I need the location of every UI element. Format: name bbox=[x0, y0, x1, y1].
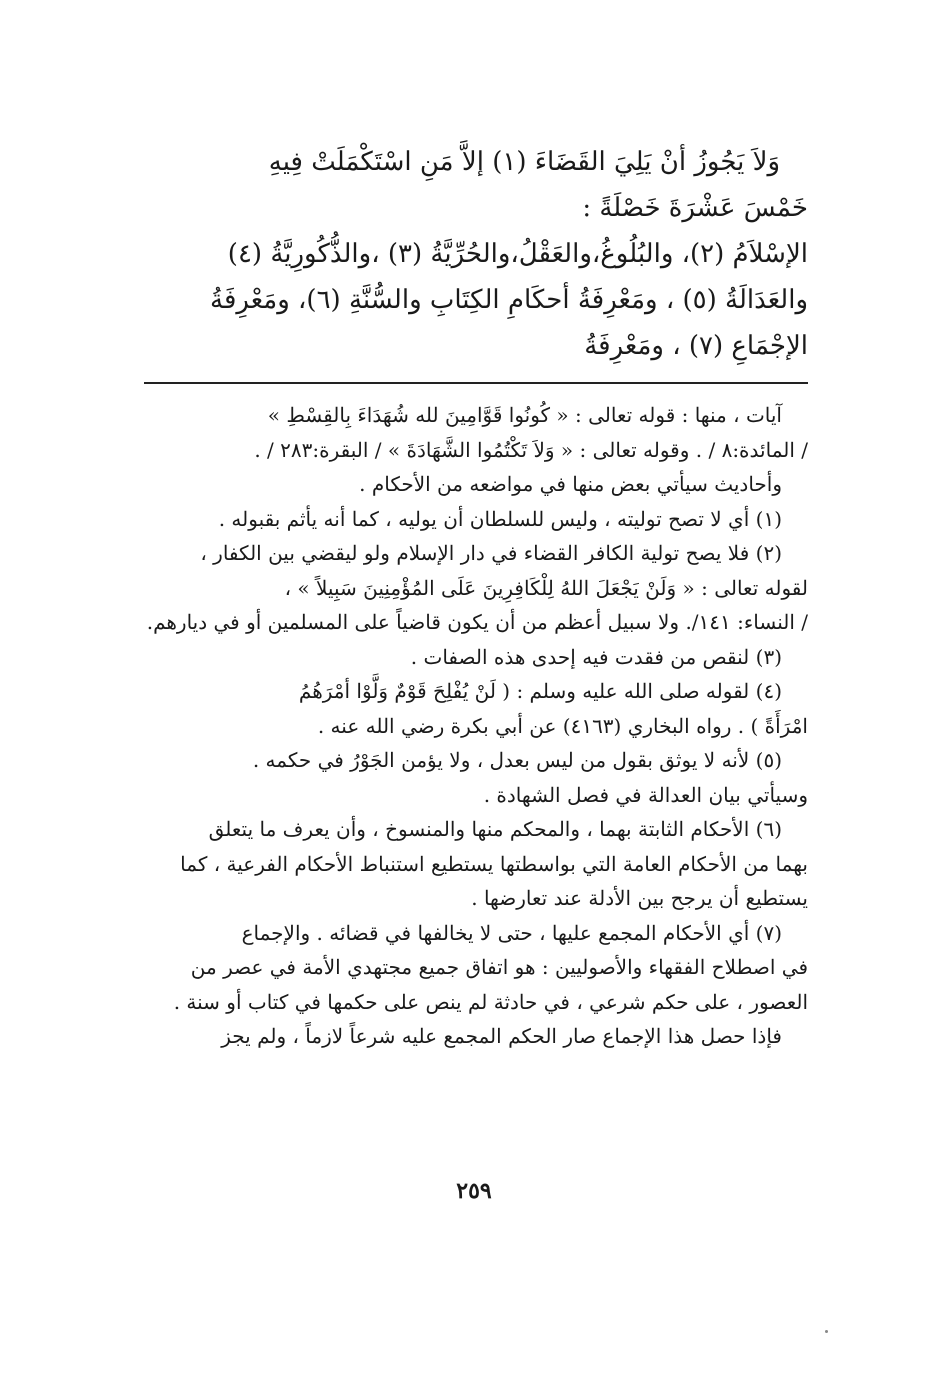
main-line: خَمْسَ عَشْرَةَ خَصْلَةً : bbox=[582, 193, 808, 223]
main-line: الإسْلاَمُ (٢)، والبُلُوغُ،والعَقْلُ،والحُرِّيَّةُ (٣) ،والذُّكُورِيَّةُ (٤) bbox=[227, 239, 808, 269]
main-line: الإجْمَاعِ (٧) ، ومَعْرِفَةُ bbox=[584, 331, 808, 361]
footnote-line: وسيأتي بيان العدالة في فصل الشهادة . bbox=[483, 782, 808, 807]
footnote-3: (٣) لنقص من فقدت فيه إحدى هذه الصفات . bbox=[410, 644, 782, 669]
footnote-line: فإذا حصل هذا الإجماع صار الحكم المجمع عليه شرعاً لازماً ، ولم يجز bbox=[221, 1024, 782, 1048]
page-body bbox=[128, 140, 808, 1054]
main-line: والعَدَالَةُ (٥) ، ومَعْرِفَةُ أحكَامِ الكِتَابِ والسُّنَّةِ (٦)، ومَعْرِفَةُ bbox=[210, 285, 808, 315]
footnote-line: بهما من الأحكام العامة التي بواسطتها يستطيع استنباط الأحكام الفرعية ، كما bbox=[180, 851, 808, 876]
footnote-line: وأحاديث سيأتي بعض منها في مواضعه من الأحكام . bbox=[359, 472, 782, 496]
main-text bbox=[128, 140, 808, 368]
footnotes bbox=[128, 398, 808, 1054]
footnote-line: في اصطلاح الفقهاء والأصوليين : هو اتفاق جميع مجتهدي الأمة في عصر من bbox=[190, 955, 808, 979]
footnote-4: (٤) لقوله صلى الله عليه وسلم : ( لَنْ يُفْلِحَ قَوْمٌ وَلَّوْا أمْرَهُمُ bbox=[298, 679, 782, 703]
footnote-line: لقوله تعالى : « وَلَنْ يَجْعَلَ اللهُ لِلْكَافِرِينَ عَلَى المُؤْمِنِينَ سَبِيلاً » ، bbox=[284, 575, 808, 600]
main-line: وَلاَ يَجُوزُ أنْ يَلِيَ القَضَاءَ (١) إلاَّ مَنِ اسْتَكْمَلَتْ فِيهِ bbox=[268, 147, 780, 177]
footnote-6: (٦) الأحكام الثابتة بهما ، والمحكم منها والمنسوخ ، وأن يعرف ما يتعلق bbox=[208, 817, 782, 841]
footnote-5: (٥) لأنه لا يوثق بقول من ليس بعدل ، ولا يؤمن الجَوْرُ في حكمه . bbox=[252, 748, 782, 772]
footnote-line: / المائدة:٨ / . وقوله تعالى : « وَلاَ تَكْتُمُوا الشَّهَادَةَ » / البقرة:٢٨٣ / . bbox=[254, 437, 808, 462]
footnote-7: (٧) أي الأحكام المجمع عليها ، حتى لا يخالفها في قضائه . والإجماع bbox=[241, 920, 782, 945]
footnote-line: يستطيع أن يرجح بين الأدلة عند تعارضها . bbox=[471, 886, 808, 910]
footnote-divider bbox=[144, 382, 808, 384]
page-number: ٢٥٩ bbox=[456, 1178, 492, 1204]
footnote-line: / النساء: ١٤١/. ولا سبيل أعظم من أن يكون قاضياً على المسلمين أو في ديارهم. bbox=[146, 610, 808, 634]
footnote-line: العصور ، على حكم شرعي ، في حادثة لم ينص على حكمها في كتاب أو سنة . bbox=[173, 989, 808, 1014]
footnote-2: (٢) فلا يصح تولية الكافر القضاء في دار الإسلام ولو ليقضي بين الكفار ، bbox=[200, 541, 782, 565]
footnote-line: آيات ، منها : قوله تعالى : « كُونُوا قَوَّامِينَ لله شُهَدَاءَ بِالقِسْطِ » bbox=[267, 403, 782, 427]
footnote-1: (١) أي لا تصح توليته ، وليس للسلطان أن يوليه ، كما أنه يأثم بقبوله . bbox=[218, 506, 782, 531]
scan-speck bbox=[825, 1330, 828, 1333]
footnote-line: امْرَأَةً ) . رواه البخاري (٤١٦٣) عن أبي بكرة رضي الله عنه . bbox=[317, 713, 808, 738]
